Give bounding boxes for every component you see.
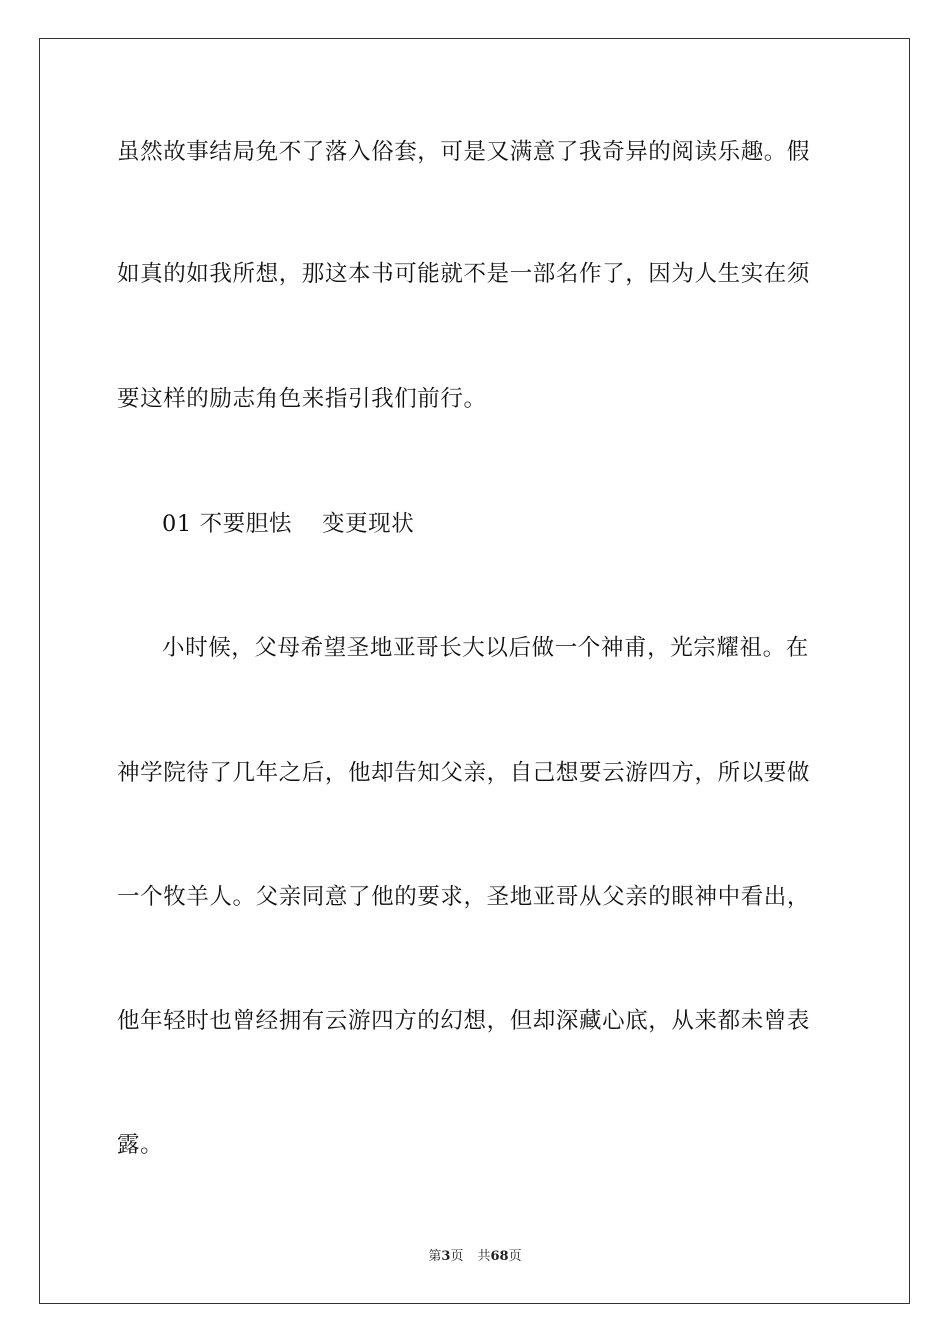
- footer-page-suffix: 页: [450, 1249, 464, 1264]
- footer-page-number: 3: [441, 1249, 451, 1264]
- text-line: 露。: [117, 1132, 164, 1158]
- page-footer: [0, 1245, 950, 1264]
- text-line: 一个牧羊人。父亲同意了他的要求，圣地亚哥从父亲的眼神中看出，: [117, 884, 811, 910]
- footer-total-suffix: 页: [508, 1249, 522, 1264]
- text-line: 小时候，父母希望圣地亚哥长大以后做一个神甫，光宗耀祖。在: [162, 635, 809, 661]
- text-line: 神学院待了几年之后，他却告知父亲，自己想要云游四方，所以要做: [117, 760, 811, 786]
- text-line: 虽然故事结局免不了落入俗套，可是又满意了我奇异的阅读乐趣。假: [117, 139, 811, 165]
- text-line: 要这样的励志角色来指引我们前行。: [117, 386, 487, 412]
- text-line: 如真的如我所想，那这本书可能就不是一部名作了，因为人生实在须: [117, 261, 811, 287]
- footer-total-pages: 68: [490, 1249, 509, 1264]
- footer-total-prefix: 共: [477, 1249, 491, 1264]
- footer-page-prefix: 第: [428, 1249, 442, 1264]
- text-line: 他年轻时也曾经拥有云游四方的幻想，但却深藏心底，从来都未曾表: [117, 1008, 811, 1034]
- section-heading-subtitle: 变更现状: [321, 511, 415, 537]
- section-heading: [162, 509, 882, 539]
- page-border: [39, 38, 910, 1304]
- section-heading-title: 01 不要胆怯: [162, 511, 292, 537]
